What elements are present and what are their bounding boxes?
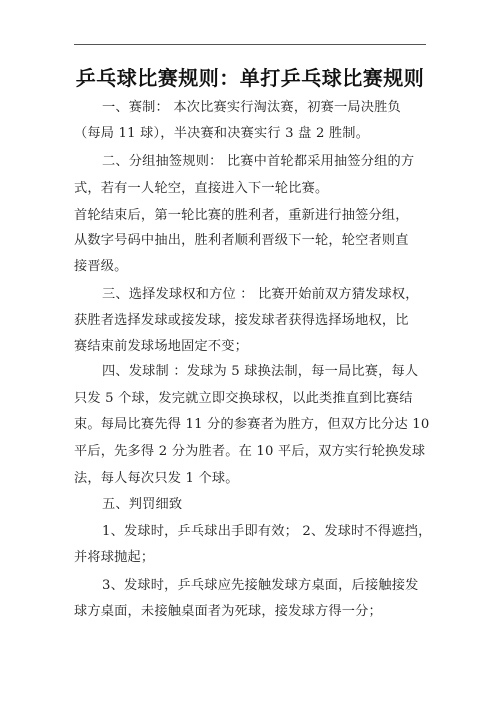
text-line: 三、选择发球权和方位 ： 比赛开始前双方猜发球权， — [102, 287, 419, 302]
text-line: 束。每局比赛先得 11 分的参赛者为胜方，但双方比分达 10 — [74, 417, 430, 432]
text-line: 二、分组抽签规则： 比赛中首轮都采用抽签分组的方 — [102, 154, 415, 169]
text-line: 只发 5 个球，发完就立即交换球权，以此类推直到比赛结 — [74, 391, 413, 406]
text-line: 从数字号码中抽出，胜利者顺利晋级下一轮，轮空者则直 — [74, 233, 409, 248]
text-line: 接晋级。 — [74, 259, 128, 274]
text-line: 首轮结束后，第一轮比赛的胜利者，重新进行抽签分组， — [74, 208, 409, 223]
text-line: 一、赛制： 本次比赛实行淘汰赛，初赛一局决胜负 — [102, 100, 401, 115]
text-line: 五、判罚细致 — [102, 497, 183, 512]
text-line: 四、发球制 ：发球为 5 球换法制，每一局比赛，每人 — [102, 364, 419, 379]
text-line: 球方桌面，未接触桌面者为死球，接发球方得一分； — [74, 604, 382, 619]
text-line: 赛结束前发球场地固定不变； — [74, 339, 249, 354]
text-line: 并将球抛起； — [74, 550, 155, 565]
text-line: 1、发球时，乒乓球出手即有效； 2、发球时不得遮挡， — [102, 524, 432, 539]
text-line: 获胜者选择发球或接发球，接发球者获得选择场地权，比 — [74, 313, 409, 328]
top-divider — [74, 44, 426, 45]
document-title: 乒乓球比赛规则：单打乒乓球比赛规则 — [75, 66, 425, 90]
text-line: （每局 11 球），半决赛和决赛实行 3 盘 2 胜制。 — [74, 126, 370, 141]
text-line: 式，若有一人轮空，直接进入下一轮比赛。 — [74, 181, 329, 196]
text-line: 平后，先多得 2 分为胜者。在 10 平后，双方实行轮换发球 — [74, 444, 426, 459]
text-line: 法，每人每次只发 1 个球。 — [74, 471, 239, 486]
text-line: 3、发球时，乒乓球应先接触发球方桌面，后接触接发 — [102, 578, 419, 593]
